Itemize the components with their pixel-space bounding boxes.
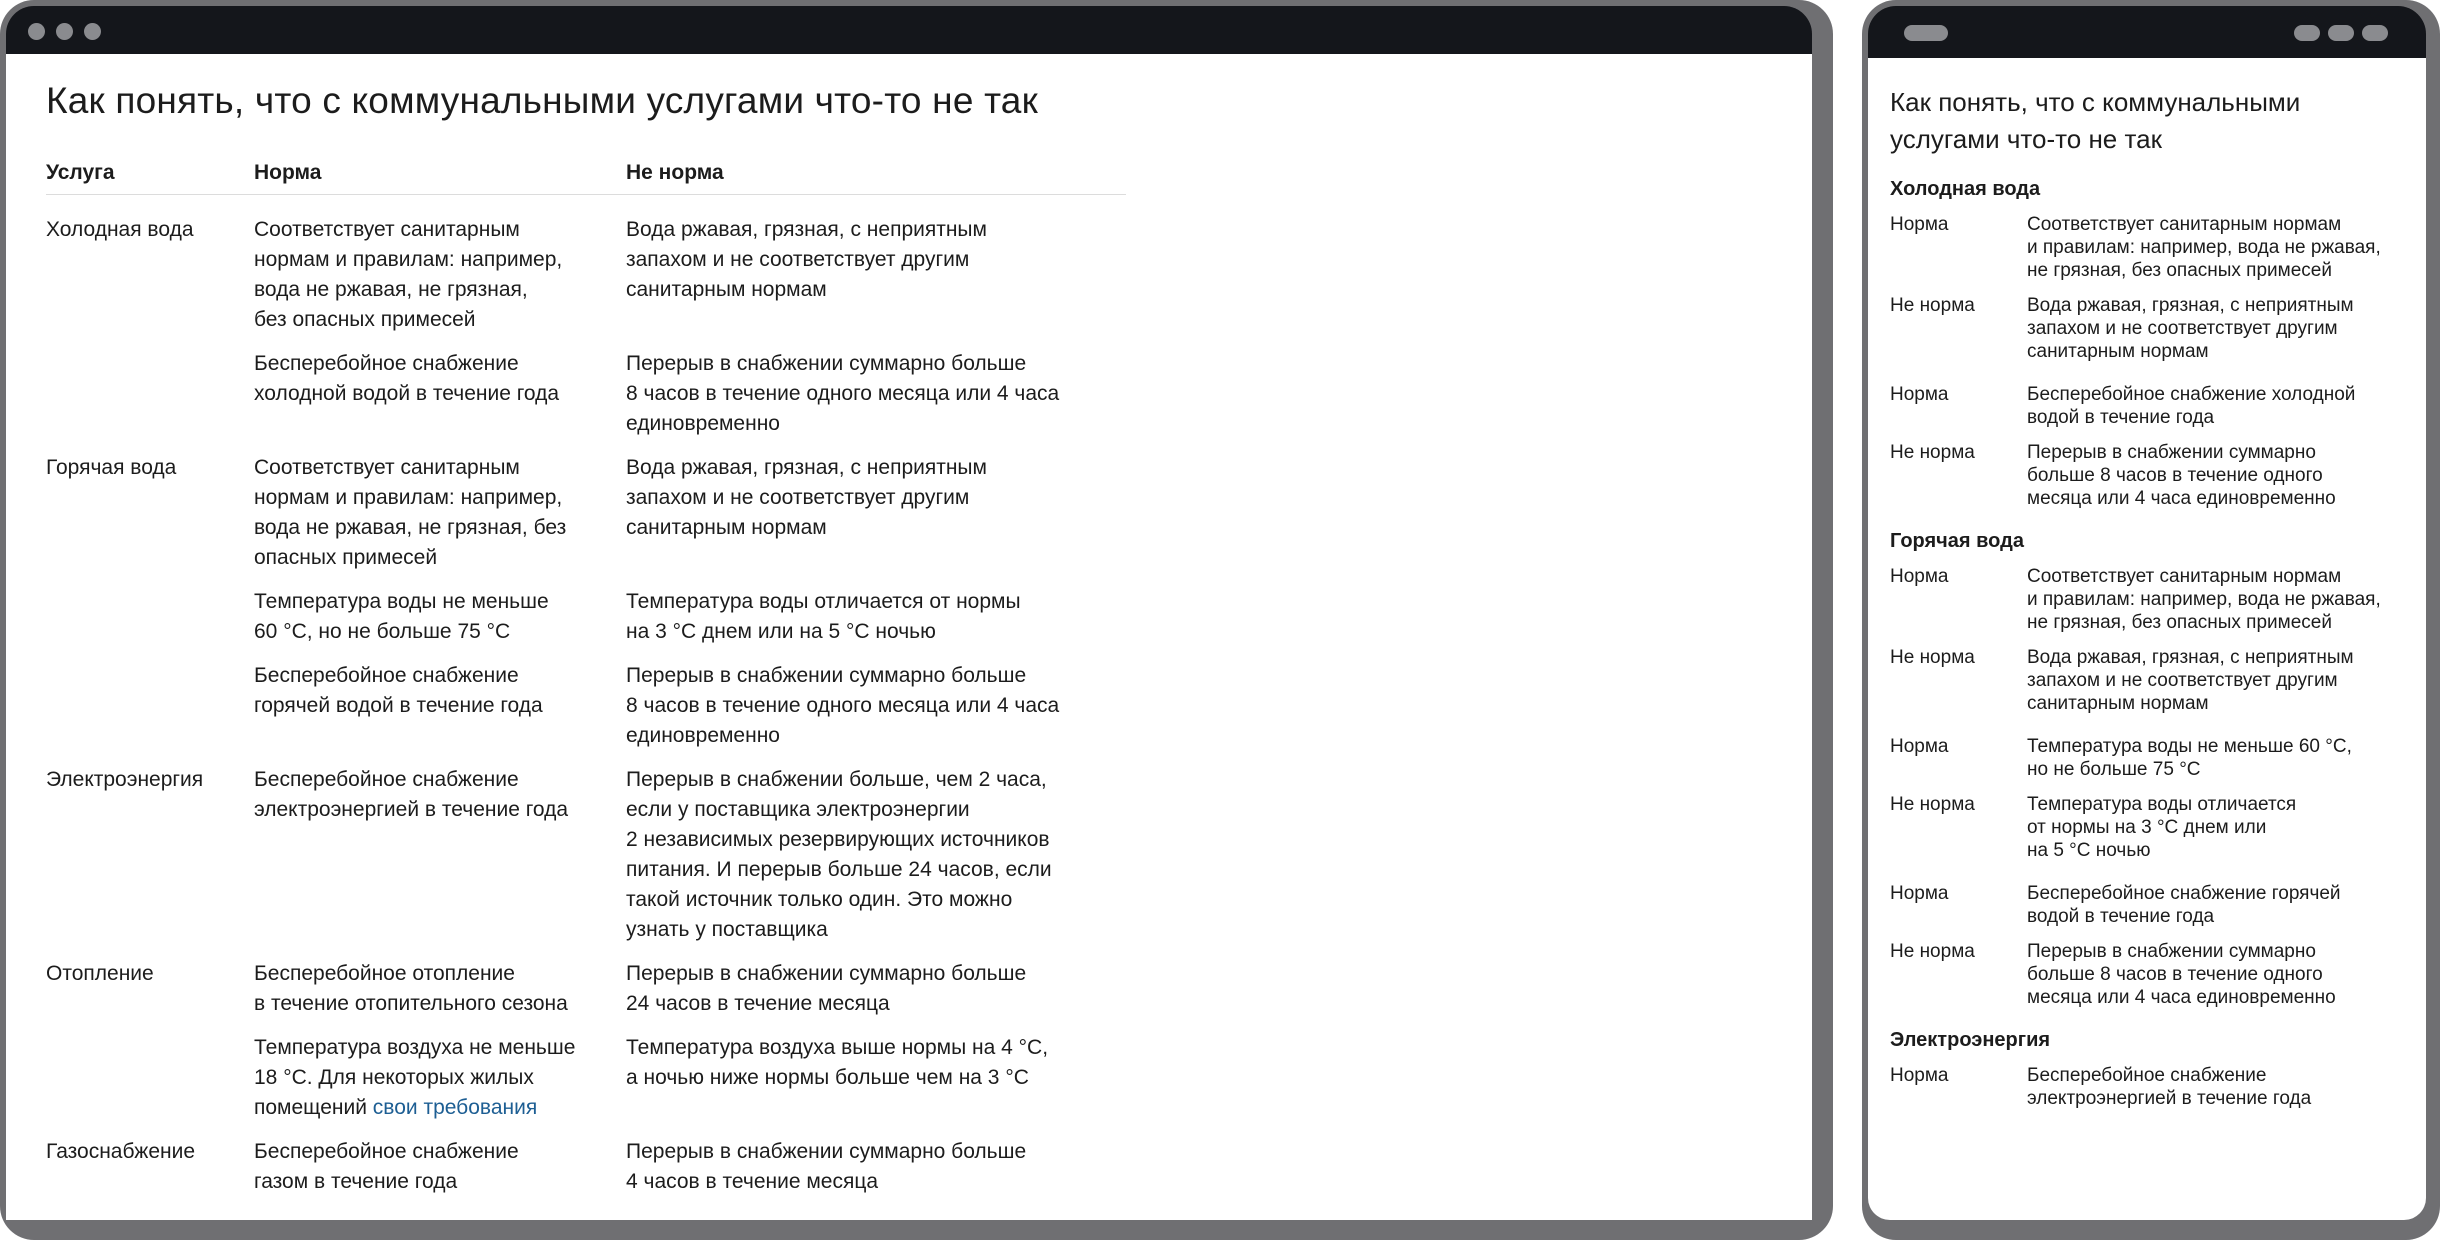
mobile-item-value: Бесперебойное снабжение холодной водой в течение года	[2027, 384, 2356, 428]
header-norm: Норма	[254, 161, 322, 184]
mobile-notch-pill	[1904, 25, 1948, 41]
not-norm-cell: Перерыв в снабжении больше, чем 2 часа, если у поставщика электроэнергии 2 независимых резервирующих источников питания. И перерыв больше 24 часов, если такой источник только один. Это можно узнать у поставщика	[626, 768, 1052, 941]
mobile-item-row	[1890, 565, 2410, 634]
table-row	[46, 453, 1126, 765]
mobile-item-label: Норма	[1890, 566, 1949, 587]
mobile-title-bar	[1868, 6, 2426, 58]
mobile-item-row	[1890, 1064, 2410, 1110]
mobile-section-title: Холодная вода	[1890, 178, 2041, 200]
mobile-browser-window	[1862, 0, 2440, 1240]
page-title: Как понять, что с коммунальными услугами что-то не так	[46, 80, 1038, 121]
mobile-item-row	[1890, 940, 2410, 1009]
table-row	[46, 959, 1126, 1137]
norm-cell	[254, 959, 626, 1019]
item-row	[254, 765, 1096, 945]
mobile-item-label: Норма	[1890, 736, 1949, 757]
mobile-item-label: Не норма	[1890, 941, 1975, 962]
item-row	[254, 453, 1096, 573]
mobile-item-value: Перерыв в снабжении суммарно больше 8 часов в течение одного месяца или 4 часа единовременно	[2027, 442, 2336, 509]
not-norm-cell: Перерыв в снабжении суммарно больше 24 часов в течение месяца	[626, 962, 1027, 1015]
mobile-item-label: Норма	[1890, 1065, 1949, 1086]
norm-text: Температура воздуха не меньше 18 °C. Для некоторых жилых помещений	[254, 1036, 576, 1119]
mobile-control-pill[interactable]	[2294, 25, 2320, 41]
header-not-norm: Не норма	[626, 161, 724, 184]
table-header	[46, 158, 1126, 195]
not-norm-cell: Температура воздуха выше нормы на 4 °C, а ночью ниже нормы больше чем на 3 °C	[626, 1036, 1049, 1089]
service-cell: Холодная вода	[46, 218, 194, 241]
norm-cell	[254, 1137, 626, 1197]
norm-cell	[254, 765, 626, 945]
mobile-item-label: Норма	[1890, 883, 1949, 904]
mobile-control-pill[interactable]	[2328, 25, 2354, 41]
not-norm-cell: Перерыв в снабжении суммарно больше 4 часов в течение месяца	[626, 1140, 1027, 1193]
row-items	[254, 215, 1096, 453]
norm-cell	[254, 453, 626, 573]
mobile-content	[1868, 58, 2426, 1220]
window-control-dot[interactable]	[84, 23, 101, 40]
mobile-item-row	[1890, 646, 2410, 715]
not-norm-cell: Вода ржавая, грязная, с неприятным запахом и не соответствует другим санитарным нормам	[626, 218, 987, 301]
mobile-item-value: Вода ржавая, грязная, с неприятным запахом и не соответствует другим санитарным нормам	[2027, 647, 2354, 714]
mobile-item-value: Температура воды не меньше 60 °C, но не больше 75 °C	[2027, 736, 2352, 780]
service-cell: Электроэнергия	[46, 768, 204, 791]
not-norm-cell: Перерыв в снабжении суммарно больше 8 часов в течение одного месяца или 4 часа единовременно	[626, 664, 1060, 747]
desktop-title-bar	[6, 6, 1812, 54]
item-row	[254, 1033, 1096, 1123]
mobile-item-label: Не норма	[1890, 295, 1975, 316]
norm-text: Соответствует санитарным нормам и правилам: например, вода не ржавая, не грязная, без опасных примесей	[254, 218, 563, 331]
mobile-control-pill[interactable]	[2362, 25, 2388, 41]
utilities-table	[46, 158, 1126, 1211]
mobile-item-row	[1890, 441, 2410, 510]
mobile-item-row	[1890, 793, 2410, 862]
mobile-item-value: Вода ржавая, грязная, с неприятным запахом и не соответствует другим санитарным нормам	[2027, 295, 2354, 362]
window-control-dot[interactable]	[56, 23, 73, 40]
item-row	[254, 1137, 1096, 1197]
mobile-item-label: Не норма	[1890, 442, 1975, 463]
norm-text: Бесперебойное снабжение электроэнергией в течение года	[254, 768, 569, 821]
norm-cell	[254, 587, 626, 647]
item-row	[254, 215, 1096, 335]
norm-cell	[254, 215, 626, 335]
item-row	[254, 959, 1096, 1019]
not-norm-cell: Вода ржавая, грязная, с неприятным запахом и не соответствует другим санитарным нормам	[626, 456, 987, 539]
table-row	[46, 215, 1126, 453]
desktop-content	[6, 54, 1812, 1220]
not-norm-cell: Температура воды отличается от нормы на 3 °C днем или на 5 °C ночью	[626, 590, 1021, 643]
norm-text: Температура воды не меньше 60 °C, но не больше 75 °C	[254, 590, 549, 643]
norm-text: Бесперебойное снабжение холодной водой в течение года	[254, 352, 560, 405]
mobile-item-label: Норма	[1890, 384, 1949, 405]
norm-text: Бесперебойное снабжение газом в течение года	[254, 1140, 519, 1193]
norm-cell	[254, 661, 626, 751]
row-items	[254, 453, 1096, 765]
mobile-section-title: Электроэнергия	[1890, 1029, 2051, 1051]
service-cell: Горячая вода	[46, 456, 177, 479]
item-row	[254, 661, 1096, 751]
mobile-section-title: Горячая вода	[1890, 530, 2024, 552]
table-row	[46, 765, 1126, 959]
requirements-link[interactable]: свои требования	[372, 1096, 538, 1119]
table-row	[46, 1137, 1126, 1211]
item-row	[254, 587, 1096, 647]
mobile-item-row	[1890, 383, 2410, 429]
mobile-item-value: Бесперебойное снабжение горячей водой в течение года	[2027, 883, 2341, 927]
mobile-item-label: Норма	[1890, 214, 1949, 235]
mobile-item-row	[1890, 735, 2410, 781]
mobile-item-value: Соответствует санитарным нормам и правилам: например, вода не ржавая, не грязная, без опасных примесей	[2027, 214, 2381, 281]
item-row	[254, 349, 1096, 439]
row-items	[254, 765, 1096, 959]
row-items	[254, 1137, 1096, 1211]
mobile-item-value: Бесперебойное снабжение электроэнергией в течение года	[2027, 1065, 2312, 1109]
window-control-dot[interactable]	[28, 23, 45, 40]
table-body	[46, 215, 1126, 1211]
mobile-item-value: Температура воды отличается от нормы на 3 °C днем или на 5 °C ночью	[2027, 794, 2297, 861]
service-cell: Отопление	[46, 962, 154, 985]
norm-cell	[254, 1033, 626, 1123]
mobile-page-title: Как понять, что с коммунальными услугами что-то не так	[1890, 87, 2301, 154]
mobile-list	[1890, 178, 2410, 1110]
mobile-item-row	[1890, 213, 2410, 282]
norm-text: Соответствует санитарным нормам и правилам: например, вода не ржавая, не грязная, без опасных примесей	[254, 456, 567, 569]
mobile-item-value: Соответствует санитарным нормам и правилам: например, вода не ржавая, не грязная, без опасных примесей	[2027, 566, 2381, 633]
header-service: Услуга	[46, 161, 115, 184]
mobile-item-row	[1890, 294, 2410, 363]
row-items	[254, 959, 1096, 1137]
mobile-item-label: Не норма	[1890, 794, 1975, 815]
not-norm-cell: Перерыв в снабжении суммарно больше 8 часов в течение одного месяца или 4 часа единовременно	[626, 352, 1060, 435]
norm-cell	[254, 349, 626, 439]
norm-text: Бесперебойное отопление в течение отопительного сезона	[254, 962, 568, 1015]
mobile-item-label: Не норма	[1890, 647, 1975, 668]
service-cell: Газоснабжение	[46, 1140, 196, 1163]
mobile-item-value: Перерыв в снабжении суммарно больше 8 часов в течение одного месяца или 4 часа единовременно	[2027, 941, 2336, 1008]
mobile-item-row	[1890, 882, 2410, 928]
norm-text: Бесперебойное снабжение горячей водой в течение года	[254, 664, 543, 717]
